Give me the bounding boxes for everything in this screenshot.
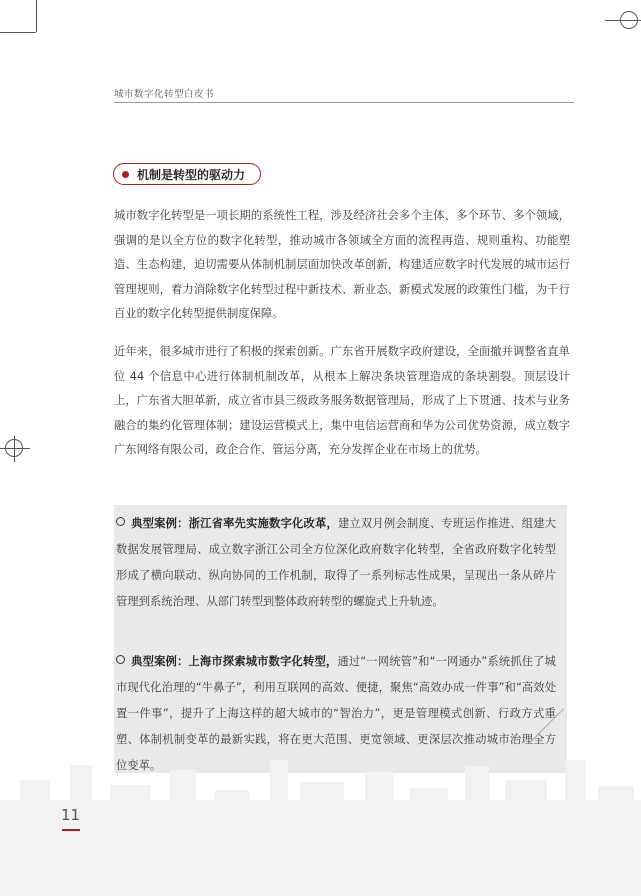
registration-mark-icon xyxy=(5,439,23,457)
bullet-dot-icon xyxy=(122,171,129,178)
circle-bullet-icon xyxy=(116,517,125,526)
header-divider xyxy=(114,102,574,103)
section-heading xyxy=(113,163,261,185)
registration-mark-icon xyxy=(620,11,638,29)
circle-bullet-icon xyxy=(116,655,125,664)
case-lead: 典型案例：浙江省率先实施数字化改革， xyxy=(131,517,338,530)
crop-mark xyxy=(0,32,36,33)
page-number-underline xyxy=(62,829,80,831)
case-lead: 典型案例：上海市探索城市数字化转型， xyxy=(131,655,338,668)
case-text: 通过“一网统管”和“一网通办”系统抓住了城市现代化治理的“牛鼻子”，利用互联网的高效、便捷，聚焦“高效办成一件事”和“高效处置一件事”，提升了上海这样的超大城市的“智治力”，更是管理模式创新、行政方式重塑、体制机制变革的最新实践，将在更大范围、更宽领域、更深层次推动城市治理全方位变革。 xyxy=(116,655,556,772)
case-item xyxy=(116,511,556,615)
city-skyline-decoration xyxy=(0,760,641,896)
body-paragraph: 近年来，很多城市进行了积极的探索创新。广东省开展数字政府建设，全面撤并调整省直单位 44 个信息中心进行体制机制改革，从根本上解决条块管理造成的条块割裂。顶层设计上，广东省大胆革新，成立省市县三级政务服务数据管理局，形成了上下贯通、技术与业务融合的集约化管理体制；建设运营模式上，集中电信运营商和华为公司优势资源，成立数字广东网络有限公司，政企合作、管运分离，充分发挥企业在市场上的优势。 xyxy=(114,345,570,456)
crop-mark xyxy=(36,0,37,32)
case-text: 建立双月例会制度、专班运作推进、组建大数据发展管理局、成立数字浙江公司全方位深化政府数字化转型，全省政府数字化转型形成了横向联动、纵向协同的工作机制，取得了一系列标志性成果，呈现出一条从碎片管理到系统治理、从部门转型到整体政府转型的螺旋式上升轨迹。 xyxy=(116,517,556,608)
body-paragraph: 城市数字化转型是一项长期的系统性工程，涉及经济社会多个主体、多个环节、多个领域，强调的是以全方位的数字化转型，推动城市各领域全方面的流程再造、规则重构、功能塑造、生态构建，迫切需要从体制机制层面加快改革创新，构建适应数字时代发展的城市运行管理规则，着力消除数字化转型过程中新技术、新业态、新模式发展的政策性门槛，为千行百业的数字化转型提供制度保障。 xyxy=(114,209,570,320)
page-number: 11 xyxy=(61,806,81,824)
running-header: 城市数字化转型白皮书 xyxy=(114,89,215,100)
section-heading-text: 机制是转型的驱动力 xyxy=(137,167,246,182)
